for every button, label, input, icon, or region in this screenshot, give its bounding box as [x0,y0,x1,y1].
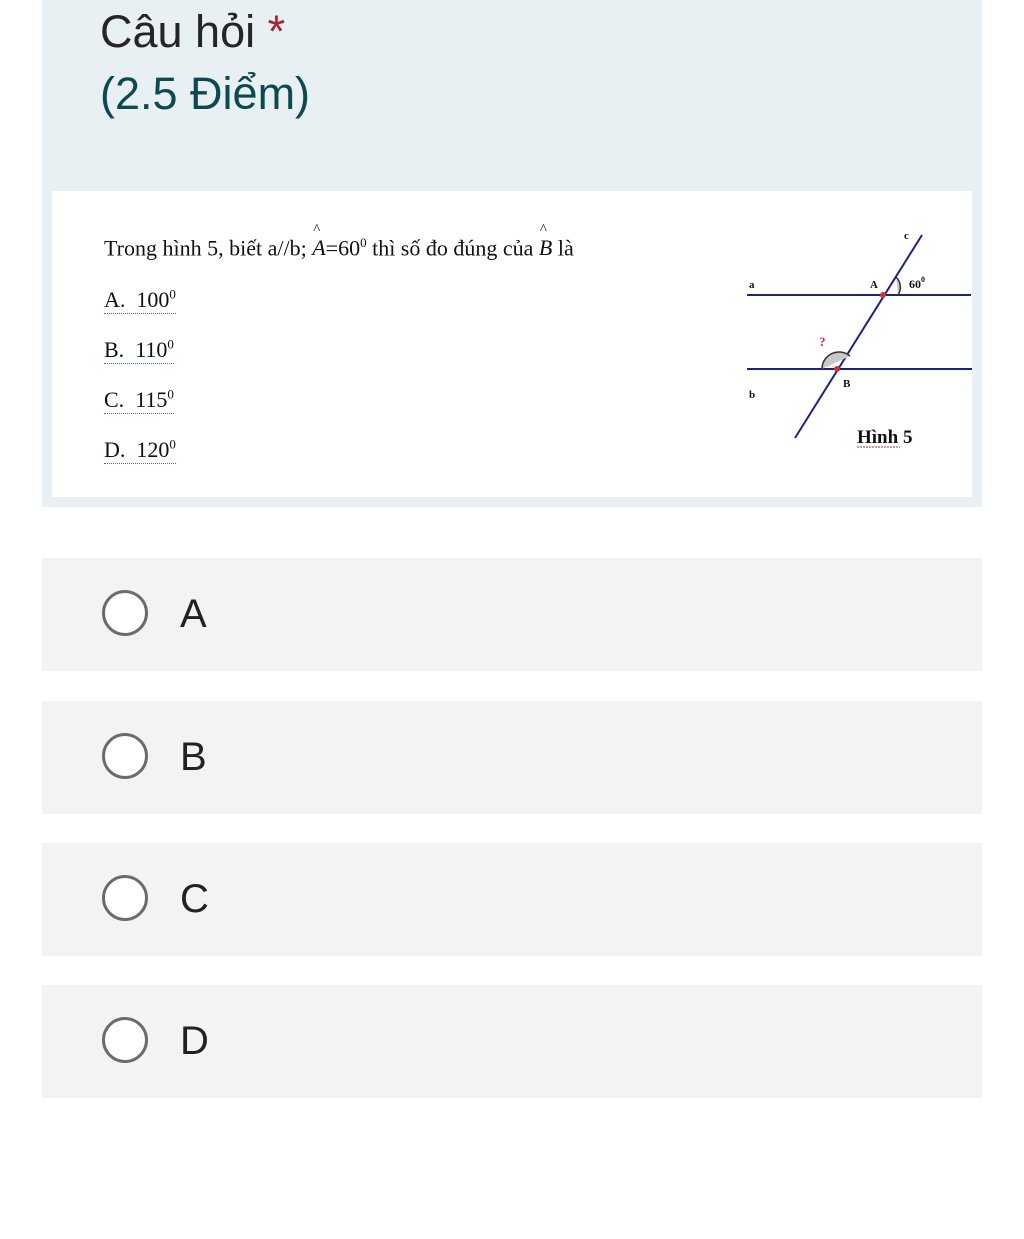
line-a-label: a [749,279,755,291]
choice-degree: 0 [167,387,174,402]
angle-a-symbol: ^ A [312,235,325,261]
point-b-label: B [843,378,851,390]
question-image [52,191,972,497]
choice-letter: B. [104,337,125,363]
choice-degree: 0 [167,337,174,352]
choice-value: 115 [135,387,168,413]
option-d-label: D [180,1019,209,1063]
problem-statement [104,235,574,261]
choice-letter: D. [104,437,126,463]
radio-d[interactable] [102,1017,148,1063]
question-points: (2.5 Điểm) [100,68,311,119]
angle-60-value: 60 [909,277,921,291]
option-a-label: A [180,592,207,636]
option-c-label: C [180,877,209,921]
unknown-angle-label: ? [819,334,826,349]
point-b [834,366,840,372]
geometry-figure [692,225,982,465]
angle-a-degree: 0 [360,235,367,250]
line-c-label: c [904,230,909,242]
point-a-label: A [870,279,878,291]
question-title-text: Câu hỏi [100,6,256,57]
point-a [880,292,886,298]
choice-line-b [104,337,174,363]
radio-a[interactable] [102,590,148,636]
option-c[interactable] [42,843,982,956]
choice-degree: 0 [169,287,176,302]
figure-caption: Hình 5 [857,427,913,448]
choice-value: 120 [136,437,170,463]
option-b[interactable] [42,701,982,814]
choice-letter: A. [104,287,126,313]
problem-mid: thì số đo đúng của [366,235,539,261]
angle-60-label [909,275,925,291]
angle-a-arc [896,277,900,295]
required-mark: * [267,6,286,57]
radio-c[interactable] [102,875,148,921]
choice-line-c [104,387,174,413]
question-card [42,0,982,507]
choice-value: 110 [135,337,168,363]
angle-60-degree: 0 [921,275,925,284]
question-title [100,4,285,60]
choice-line-a [104,287,176,313]
option-a[interactable] [42,558,982,671]
radio-b[interactable] [102,733,148,779]
choice-degree: 0 [169,437,176,452]
problem-prefix: Trong hình 5, biết a//b; [104,235,313,261]
option-d[interactable] [42,985,982,1098]
problem-suffix: là [552,235,574,261]
option-b-label: B [180,735,207,779]
angle-a-value: =60 [325,235,361,261]
line-b-label: b [749,389,756,401]
choice-line-d [104,437,176,463]
choice-value: 100 [136,287,170,313]
line-c [795,235,922,438]
angle-b-symbol: ^ B [539,235,552,261]
choice-letter: C. [104,387,125,413]
